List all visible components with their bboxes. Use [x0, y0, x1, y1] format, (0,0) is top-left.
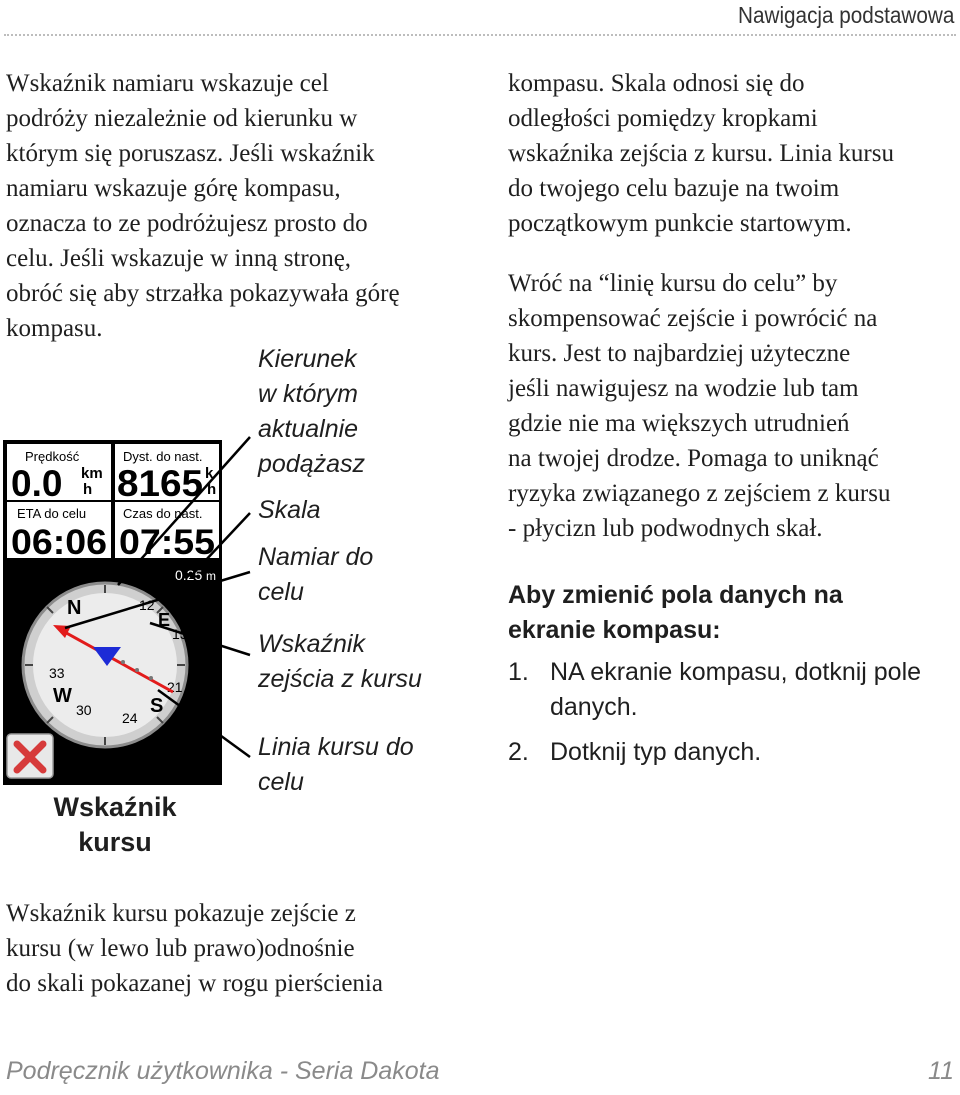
eta-label: ETA do celu [17, 506, 87, 521]
step-number: 1. [508, 658, 529, 686]
distance-label: Dyst. do nast. [123, 449, 203, 464]
running-header: Nawigacja podstawowa [737, 2, 954, 28]
text-line: kompasu. [6, 315, 103, 342]
callout-heading-direction [258, 342, 365, 482]
compass-deg-30: 30 [76, 702, 92, 718]
procedure-heading [508, 578, 843, 648]
callout-line: Wskaźnik [53, 792, 177, 822]
compass-south: S [150, 695, 164, 717]
speed-value: 0.0 [11, 463, 63, 504]
callout-line: celu [258, 768, 304, 796]
text-line: oznacza to ze podróżujesz prosto do [6, 210, 368, 237]
callout-deviation-indicator [258, 627, 422, 697]
speed-unit-top: km [81, 465, 103, 482]
scale-paragraph [508, 66, 894, 241]
compass-west: W [53, 685, 72, 707]
text-line: początkowym punkcie startowym. [508, 210, 852, 237]
text-line: podróży niezależnie od kierunku w [6, 105, 358, 132]
text-line: kursu (w lewo lub prawo)odnośnie [6, 935, 355, 962]
text-line: Wskaźnik namiaru wskazuje cel [6, 70, 329, 97]
callout-line: Namiar do [258, 543, 374, 571]
text-line: Wskaźnik kursu pokazuje zejście z [6, 900, 356, 927]
text-line: do twojego celu bazuje na twoim [508, 175, 840, 202]
compass-north: N [67, 597, 82, 619]
compass-deg-12: 12 [139, 597, 155, 613]
step-text [550, 655, 921, 725]
step-number: 2. [508, 738, 529, 766]
text-line: Wróć na “linię kursu do celu” by [508, 270, 838, 297]
scale-value: 0.25 [175, 567, 203, 583]
callout-scale [258, 493, 321, 528]
callout-line: zejścia z kursu [258, 665, 422, 693]
distance-value: 8165 [117, 463, 203, 504]
distance-unit-top: k [205, 465, 214, 482]
course-pointer-paragraph [6, 896, 383, 1001]
text-line: - płycizn lub podwodnych skał. [508, 515, 823, 542]
step-text-line: danych. [550, 693, 638, 721]
text-line: wskaźnika zejścia z kursu. Linia kursu [508, 140, 894, 167]
callout-course-pointer [40, 790, 190, 860]
step-text-line: NA ekranie kompasu, dotknij pole [550, 658, 922, 686]
return-to-course-paragraph [508, 266, 890, 546]
device-compass-screen [3, 440, 222, 785]
callout-line: celu [258, 578, 304, 606]
heading-line: ekranie kompasu: [508, 616, 721, 644]
text-line: namiaru wskazuje górę kompasu, [6, 175, 341, 202]
compass-deg-21: 21 [167, 679, 183, 695]
compass-deg-24: 24 [122, 710, 138, 726]
text-line: jeśli nawigujesz na wodzie lub tam [508, 375, 859, 402]
callout-line: w którym [258, 380, 358, 408]
scale-unit: m [206, 569, 216, 583]
callout-course-line [258, 730, 414, 800]
callout-line: Wskaźnik [258, 630, 365, 658]
speed-unit-bottom: h [83, 481, 93, 498]
text-line: skompensować zejście i powrócić na [508, 305, 878, 332]
eta-value: 06:06 [11, 523, 107, 562]
text-line: kompasu. Skala odnosi się do [508, 70, 805, 97]
callout-bearing [258, 540, 373, 610]
callout-line: podążasz [258, 450, 366, 478]
page-number: 11 [928, 1057, 954, 1085]
text-line: celu. Jeśli wskazuje w inną stronę, [6, 245, 352, 272]
callout-line: aktualnie [258, 415, 359, 443]
distance-unit-bottom: h [207, 481, 217, 498]
callout-line: Linia kursu do [258, 733, 414, 761]
footer-title: Podręcznik użytkownika - Seria Dakota [6, 1057, 440, 1085]
text-line: odległości pomiędzy kropkami [508, 105, 818, 132]
compass-east: E [158, 610, 171, 630]
header-divider [4, 34, 956, 36]
callout-line: Skala [258, 496, 321, 524]
text-line: ryzyka związanego z zejściem z kursu [508, 480, 891, 507]
speed-label: Prędkość [25, 449, 80, 464]
compass-screen-graphic [3, 440, 222, 785]
compass-deg-15: 15 [172, 626, 188, 642]
compass-deg-33: 33 [49, 665, 65, 681]
text-line: do skali pokazanej w rogu pierścienia [6, 970, 383, 997]
time-label: Czas do nast. [123, 506, 203, 521]
text-line: gdzie nie ma większych utrudnień [508, 410, 850, 437]
text-line: kurs. Jest to najbardziej użyteczne [508, 340, 851, 367]
callout-line: Kierunek [258, 345, 357, 373]
step-text: Dotknij typ danych. [550, 738, 762, 766]
intro-paragraph [6, 66, 400, 346]
text-line: którym się poruszasz. Jeśli wskaźnik [6, 140, 375, 167]
time-value: 07:55 [119, 523, 215, 562]
callout-line: kursu [78, 827, 152, 857]
text-line: na twojej drodze. Pomaga to uniknąć [508, 445, 879, 472]
text-line: obróć się aby strzałka pokazywała górę [6, 280, 400, 307]
heading-line: Aby zmienić pola danych na [508, 581, 843, 609]
